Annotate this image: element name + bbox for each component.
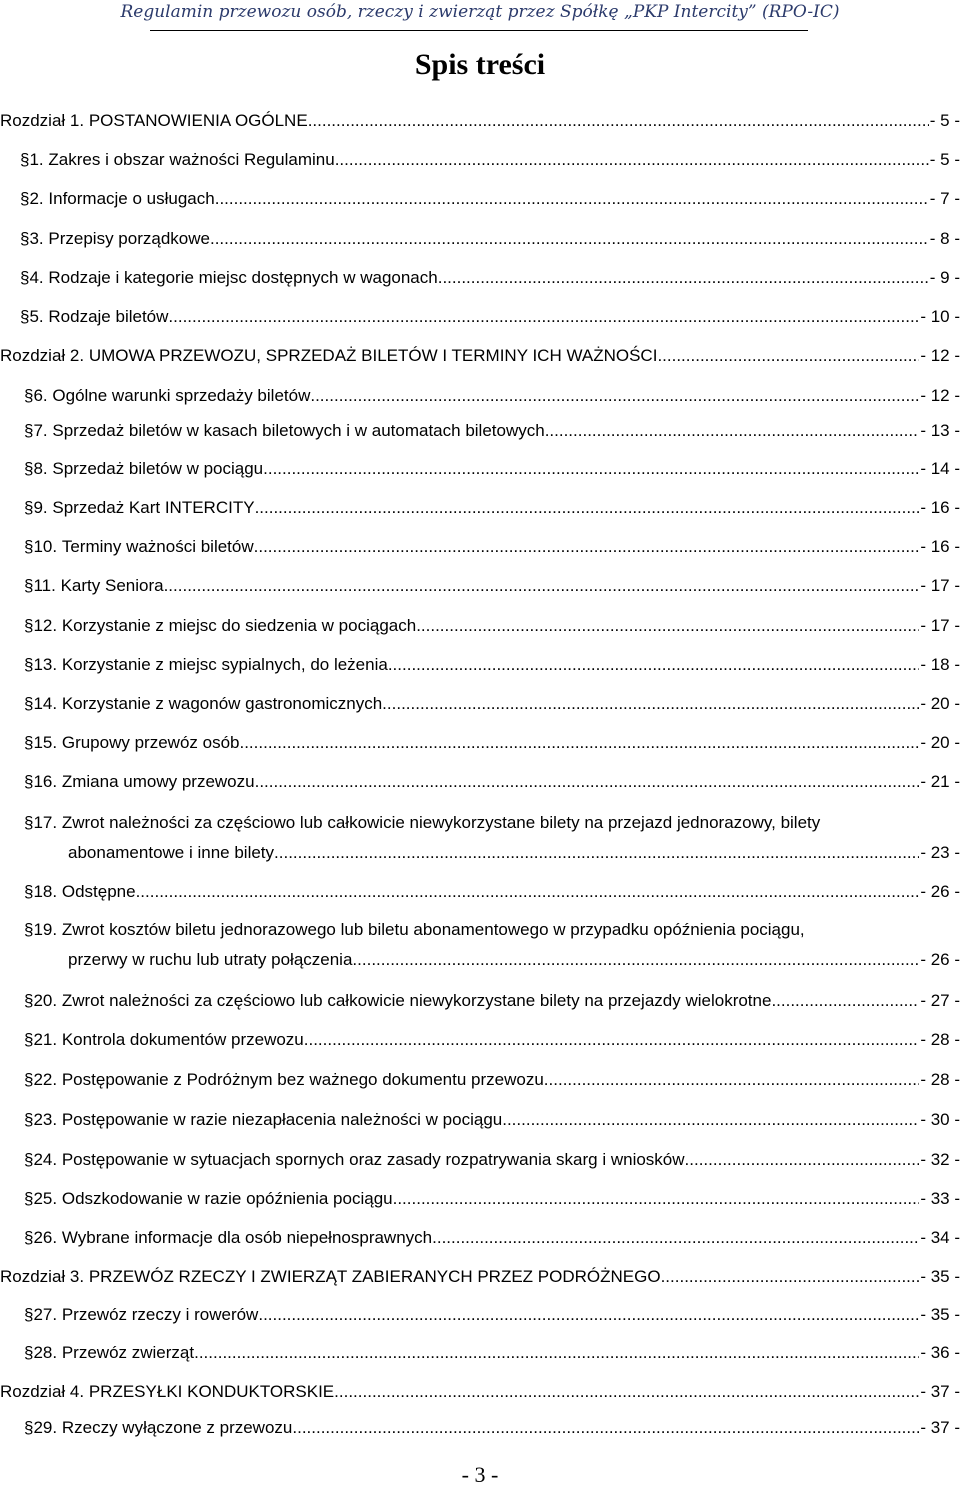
toc-page-number: - 34 - xyxy=(920,1228,960,1247)
dot-leader xyxy=(292,1415,919,1441)
toc-entry-line xyxy=(0,108,960,134)
toc-section-entry[interactable] xyxy=(0,1027,960,1053)
dot-leader xyxy=(168,304,919,330)
dot-leader xyxy=(239,730,919,756)
toc-entry-number: 7. xyxy=(33,421,48,440)
section-sign: § xyxy=(20,189,30,208)
toc-entry-number: 9. xyxy=(33,498,48,517)
section-sign: § xyxy=(24,991,34,1010)
toc-entry-line xyxy=(24,495,960,521)
toc-entry-number: Rozdział 2. xyxy=(0,346,85,365)
toc-entry-line xyxy=(24,691,960,717)
toc-entry-number: 14. xyxy=(33,694,58,713)
toc-page-number: - 35 - xyxy=(920,1305,960,1324)
dot-leader xyxy=(194,1340,919,1366)
toc-entry-line xyxy=(0,1379,960,1405)
toc-title: Spis treści xyxy=(414,48,546,81)
toc-entry-number: 26. xyxy=(33,1228,58,1247)
toc-entry-number: Rozdział 3. xyxy=(0,1267,85,1286)
toc-entry-text: POSTANOWIENIA OGÓLNE xyxy=(88,111,308,130)
toc-page-number: - 30 - xyxy=(920,1110,960,1129)
toc-entry-number: 3. xyxy=(29,229,44,248)
toc-entry-line xyxy=(20,226,960,252)
toc-entry-number: 17. xyxy=(33,813,58,832)
toc-entry-text: Rodzaje biletów xyxy=(48,307,169,326)
toc-section-entry[interactable] xyxy=(0,383,960,409)
toc-entry-text: Grupowy przewóz osób xyxy=(61,733,240,752)
toc-section-entry[interactable] xyxy=(0,304,960,330)
toc-entry-number: 1. xyxy=(29,150,44,169)
toc-page-number: - 20 - xyxy=(920,733,960,752)
section-sign: § xyxy=(24,616,34,635)
toc-page-number: - 17 - xyxy=(920,576,960,595)
header-rule xyxy=(150,30,808,31)
toc-entry-line xyxy=(24,1027,960,1053)
dot-leader xyxy=(335,147,929,173)
toc-page-number: - 21 - xyxy=(920,772,960,791)
toc-page-number: - 13 - xyxy=(920,421,960,440)
dot-leader xyxy=(258,1302,919,1328)
toc-page-number: - 16 - xyxy=(920,537,960,556)
toc-entry-line xyxy=(0,1264,960,1290)
dot-leader xyxy=(210,226,929,252)
section-sign: § xyxy=(24,576,34,595)
toc-section-entry[interactable] xyxy=(0,147,960,173)
section-sign: § xyxy=(20,150,30,169)
toc-entry-line xyxy=(24,1302,960,1328)
toc-entry-text: Korzystanie z miejsc do siedzenia w pociągach xyxy=(61,616,417,635)
section-sign: § xyxy=(24,655,34,674)
section-sign: § xyxy=(24,1110,34,1129)
toc-section-entry[interactable] xyxy=(0,186,960,212)
toc-entry-line xyxy=(20,304,960,330)
page-number: - 3 - xyxy=(461,1462,499,1487)
dot-leader xyxy=(388,652,919,678)
dot-leader xyxy=(544,1067,920,1093)
toc-section-entry[interactable] xyxy=(0,879,960,905)
toc-entry-text: Korzystanie z wagonów gastronomicznych xyxy=(61,694,383,713)
toc-entry-number: 4. xyxy=(29,268,44,287)
toc-entry-text-continued: abonamentowe i inne bilety xyxy=(68,843,275,862)
toc-entry-number: 2. xyxy=(29,189,44,208)
toc-entry-text: Sprzedaż Kart INTERCITY xyxy=(52,498,255,517)
toc-entry-text: Rzeczy wyłączone z przewozu xyxy=(61,1418,293,1437)
toc-entry-number: 11. xyxy=(33,576,56,595)
toc-entry-text: Postępowanie z Podróżnym bez ważnego dokumentu przewozu xyxy=(61,1070,544,1089)
dot-leader xyxy=(432,1225,919,1251)
section-sign: § xyxy=(20,307,30,326)
section-sign: § xyxy=(24,882,34,901)
dot-leader xyxy=(136,879,920,905)
toc-section-entry[interactable] xyxy=(0,1067,960,1093)
dot-leader xyxy=(502,1107,919,1133)
toc-entry-text: Przewóz zwierząt xyxy=(61,1343,195,1362)
section-sign: § xyxy=(24,1343,34,1362)
toc-section-entry[interactable] xyxy=(0,613,960,639)
dot-leader xyxy=(416,613,919,639)
toc-entry-text: Ogólne warunki sprzedaży biletów xyxy=(52,386,311,405)
toc-entry-line xyxy=(0,343,960,369)
toc-entry-text: Sprzedaż biletów w kasach biletowych i w automatach biletowych xyxy=(52,421,545,440)
toc-entry-text: Sprzedaż biletów w pociągu xyxy=(52,459,264,478)
toc-section-entry[interactable] xyxy=(0,1302,960,1328)
dot-leader xyxy=(310,383,919,409)
section-sign: § xyxy=(24,1228,34,1247)
toc-entry-line xyxy=(24,383,960,409)
toc-entry-line xyxy=(20,265,960,291)
toc-chapter-entry[interactable] xyxy=(0,108,960,134)
toc-entry-number: 10. xyxy=(33,537,58,556)
toc-page-number: - 7 - xyxy=(929,189,960,208)
dot-leader xyxy=(382,691,919,717)
toc-entry-text: Zwrot należności za częściowo lub całkowicie niewykorzystane bilety na przejazdy wielokrotne xyxy=(61,991,772,1010)
section-sign: § xyxy=(24,1030,34,1049)
toc-entry-line xyxy=(24,1340,960,1366)
toc-entry-number: 28. xyxy=(33,1343,58,1362)
toc-entry-line xyxy=(24,1225,960,1251)
toc-section-entry[interactable] xyxy=(0,495,960,521)
toc-page-number: - 36 - xyxy=(920,1343,960,1362)
section-sign: § xyxy=(24,920,34,939)
dot-leader xyxy=(657,343,919,369)
dot-leader xyxy=(215,186,929,212)
section-sign: § xyxy=(24,498,34,517)
toc-entry-line xyxy=(20,186,960,212)
toc-entry-text: Terminy ważności biletów xyxy=(61,537,254,556)
toc-section-entry[interactable] xyxy=(0,456,960,482)
toc-entry-line xyxy=(24,730,960,756)
toc-section-entry[interactable] xyxy=(0,652,960,678)
toc-page-number: - 28 - xyxy=(920,1030,960,1049)
dot-leader xyxy=(352,947,919,973)
toc-section-entry[interactable] xyxy=(0,1225,960,1251)
dot-leader xyxy=(164,573,920,599)
toc-page-number: - 17 - xyxy=(920,616,960,635)
toc-entry-number: 13. xyxy=(33,655,58,674)
toc-page-number: - 26 - xyxy=(920,882,960,901)
toc-entry-line xyxy=(24,879,960,905)
toc-page-number: - 35 - xyxy=(920,1267,960,1286)
toc-section-entry[interactable] xyxy=(0,1340,960,1366)
section-sign: § xyxy=(24,1418,34,1437)
dot-leader xyxy=(274,840,919,866)
header-title: Regulamin przewozu osób, rzeczy i zwierząt przez Spółkę „PKP Intercity” (RPO-IC) xyxy=(120,2,840,22)
toc-entry-number: 23. xyxy=(33,1110,58,1129)
toc-entry-number: 12. xyxy=(33,616,58,635)
toc-entry-text: PRZESYŁKI KONDUKTORSKIE xyxy=(88,1382,335,1401)
toc-entry-text: Rodzaje i kategorie miejsc dostępnych w wagonach xyxy=(48,268,438,287)
section-sign: § xyxy=(24,386,34,405)
section-sign: § xyxy=(24,813,34,832)
toc-entry-number: Rozdział 4. xyxy=(0,1382,85,1401)
toc-page-number: - 12 - xyxy=(920,386,960,405)
toc-section-entry[interactable] xyxy=(0,769,960,795)
toc-section-entry[interactable] xyxy=(0,1147,960,1173)
toc-entry-text: Karty Seniora xyxy=(60,576,164,595)
toc-page-number: - 18 - xyxy=(920,655,960,674)
section-sign: § xyxy=(24,1070,34,1089)
toc-page-number: - 27 - xyxy=(920,991,960,1010)
toc-entry-number: 20. xyxy=(33,991,58,1010)
toc-page-number: - 16 - xyxy=(920,498,960,517)
dot-leader xyxy=(255,769,920,795)
toc-entry-number: 27. xyxy=(33,1305,58,1324)
dot-leader xyxy=(545,418,920,444)
toc-entry-text: Odszkodowanie w razie opóźnienia pociągu xyxy=(61,1189,393,1208)
dot-leader xyxy=(254,534,920,560)
dot-leader xyxy=(685,1147,920,1173)
toc-entry-text: Wybrane informacje dla osób niepełnosprawnych xyxy=(61,1228,433,1247)
toc-entry-line xyxy=(24,418,960,444)
toc-entry-line-2 xyxy=(68,947,960,973)
toc-entry-text-continued: przerwy w ruchu lub utraty połączenia xyxy=(68,950,353,969)
section-sign: § xyxy=(24,1150,34,1169)
toc-entry-line xyxy=(20,147,960,173)
toc-entry-number: 24. xyxy=(33,1150,58,1169)
section-sign: § xyxy=(24,694,34,713)
toc-entry-text: Postępowanie w razie niezapłacenia należności w pociągu xyxy=(61,1110,503,1129)
toc-section-entry[interactable] xyxy=(0,573,960,599)
toc-entry-text: Odstępne xyxy=(61,882,136,901)
toc-section-entry[interactable] xyxy=(0,810,960,866)
toc-entry-line xyxy=(24,1067,960,1093)
toc-entry-line xyxy=(24,573,960,599)
toc-section-entry[interactable] xyxy=(0,265,960,291)
section-sign: § xyxy=(24,733,34,752)
toc-page-number: - 5 - xyxy=(929,150,960,169)
toc-section-entry[interactable] xyxy=(0,988,960,1014)
toc-section-entry[interactable] xyxy=(0,691,960,717)
toc-section-entry[interactable] xyxy=(0,226,960,252)
toc-entry-number: 18. xyxy=(33,882,58,901)
toc-entry-text: Przepisy porządkowe xyxy=(48,229,210,248)
toc-section-entry[interactable] xyxy=(0,418,960,444)
section-sign: § xyxy=(24,459,34,478)
toc-section-entry[interactable] xyxy=(0,917,960,973)
toc-page-number: - 12 - xyxy=(920,346,960,365)
toc-page-number: - 37 - xyxy=(920,1418,960,1437)
section-sign: § xyxy=(24,537,34,556)
section-sign: § xyxy=(24,421,34,440)
section-sign: § xyxy=(24,1189,34,1208)
toc-section-entry[interactable] xyxy=(0,730,960,756)
toc-entry-line xyxy=(24,988,960,1014)
toc-entry-line xyxy=(24,613,960,639)
toc-entry-text: Korzystanie z miejsc sypialnych, do leżenia xyxy=(61,655,388,674)
toc-entry-line xyxy=(24,534,960,560)
toc-entry-text: UMOWA PRZEWOZU, SPRZEDAŻ BILETÓW I TERMINY ICH WAŻNOŚCI xyxy=(88,346,658,365)
toc-entry-number: 25. xyxy=(33,1189,58,1208)
running-header xyxy=(0,0,960,34)
dot-leader xyxy=(263,456,919,482)
dot-leader xyxy=(438,265,929,291)
toc-entry-text: Kontrola dokumentów przewozu xyxy=(61,1030,304,1049)
toc-entry-number: 16. xyxy=(33,772,58,791)
dot-leader xyxy=(771,988,919,1014)
toc-entry-line xyxy=(24,810,960,836)
toc-entry-line xyxy=(24,1186,960,1212)
toc-chapter-entry[interactable] xyxy=(0,1264,960,1290)
toc-entry-line xyxy=(24,456,960,482)
toc-section-entry[interactable] xyxy=(0,1415,960,1441)
toc-entry-line xyxy=(24,1107,960,1133)
toc-page-number: - 20 - xyxy=(920,694,960,713)
toc-section-entry[interactable] xyxy=(0,534,960,560)
toc-page-number: - 10 - xyxy=(920,307,960,326)
section-sign: § xyxy=(24,1305,34,1324)
toc-page-number: - 37 - xyxy=(920,1382,960,1401)
toc-entry-line xyxy=(24,769,960,795)
toc-page-number: - 9 - xyxy=(929,268,960,287)
toc-entry-number: 6. xyxy=(33,386,48,405)
toc-page-number: - 28 - xyxy=(920,1070,960,1089)
toc-page-number: - 26 - xyxy=(920,950,960,969)
toc-chapter-entry[interactable] xyxy=(0,1379,960,1405)
toc-entry-line xyxy=(24,1415,960,1441)
dot-leader xyxy=(304,1027,920,1053)
toc-entry-text: PRZEWÓZ RZECZY I ZWIERZĄT ZABIERANYCH PRZEZ PODRÓŻNEGO xyxy=(88,1267,661,1286)
dot-leader xyxy=(308,108,929,134)
dot-leader xyxy=(661,1264,920,1290)
dot-leader xyxy=(334,1379,919,1405)
toc-entry-number: 22. xyxy=(33,1070,58,1089)
toc-entry-number: Rozdział 1. xyxy=(0,111,85,130)
toc-page-number: - 14 - xyxy=(920,459,960,478)
toc-entry-number: 15. xyxy=(33,733,58,752)
toc-entry-text: Zwrot należności za częściowo lub całkowicie niewykorzystane bilety na przejazd jednorazowy, bilety xyxy=(61,813,821,832)
toc-entry-line xyxy=(24,1147,960,1173)
toc-entry-text: Zmiana umowy przewozu xyxy=(61,772,255,791)
toc-entry-text: Przewóz rzeczy i rowerów xyxy=(61,1305,259,1324)
dot-leader xyxy=(393,1186,920,1212)
toc-entry-text: Zakres i obszar ważności Regulaminu xyxy=(48,150,335,169)
toc-page-number: - 32 - xyxy=(920,1150,960,1169)
toc-page-number: - 8 - xyxy=(929,229,960,248)
toc-page-number: - 5 - xyxy=(929,111,960,130)
toc-section-entry[interactable] xyxy=(0,1186,960,1212)
toc-entry-text: Informacje o usługach xyxy=(48,189,215,208)
toc-entry-text: Zwrot kosztów biletu jednorazowego lub biletu abonamentowego w przypadku opóźnienia pociągu, xyxy=(61,920,805,939)
dot-leader xyxy=(255,495,920,521)
toc-entry-number: 19. xyxy=(33,920,58,939)
toc-page-number: - 23 - xyxy=(920,843,960,862)
toc-entry-line xyxy=(24,652,960,678)
section-sign: § xyxy=(20,268,30,287)
toc-entry-line xyxy=(24,917,960,943)
toc-entry-line-2 xyxy=(68,840,960,866)
toc-section-entry[interactable] xyxy=(0,1107,960,1133)
toc-entry-number: 21. xyxy=(33,1030,58,1049)
toc-entry-number: 8. xyxy=(33,459,48,478)
section-sign: § xyxy=(24,772,34,791)
toc-entry-number: 29. xyxy=(33,1418,58,1437)
toc-entry-text: Postępowanie w sytuacjach spornych oraz zasady rozpatrywania skarg i wniosków xyxy=(61,1150,685,1169)
section-sign: § xyxy=(20,229,30,248)
toc-entry-number: 5. xyxy=(29,307,44,326)
toc-chapter-entry[interactable] xyxy=(0,343,960,369)
toc-page-number: - 33 - xyxy=(920,1189,960,1208)
